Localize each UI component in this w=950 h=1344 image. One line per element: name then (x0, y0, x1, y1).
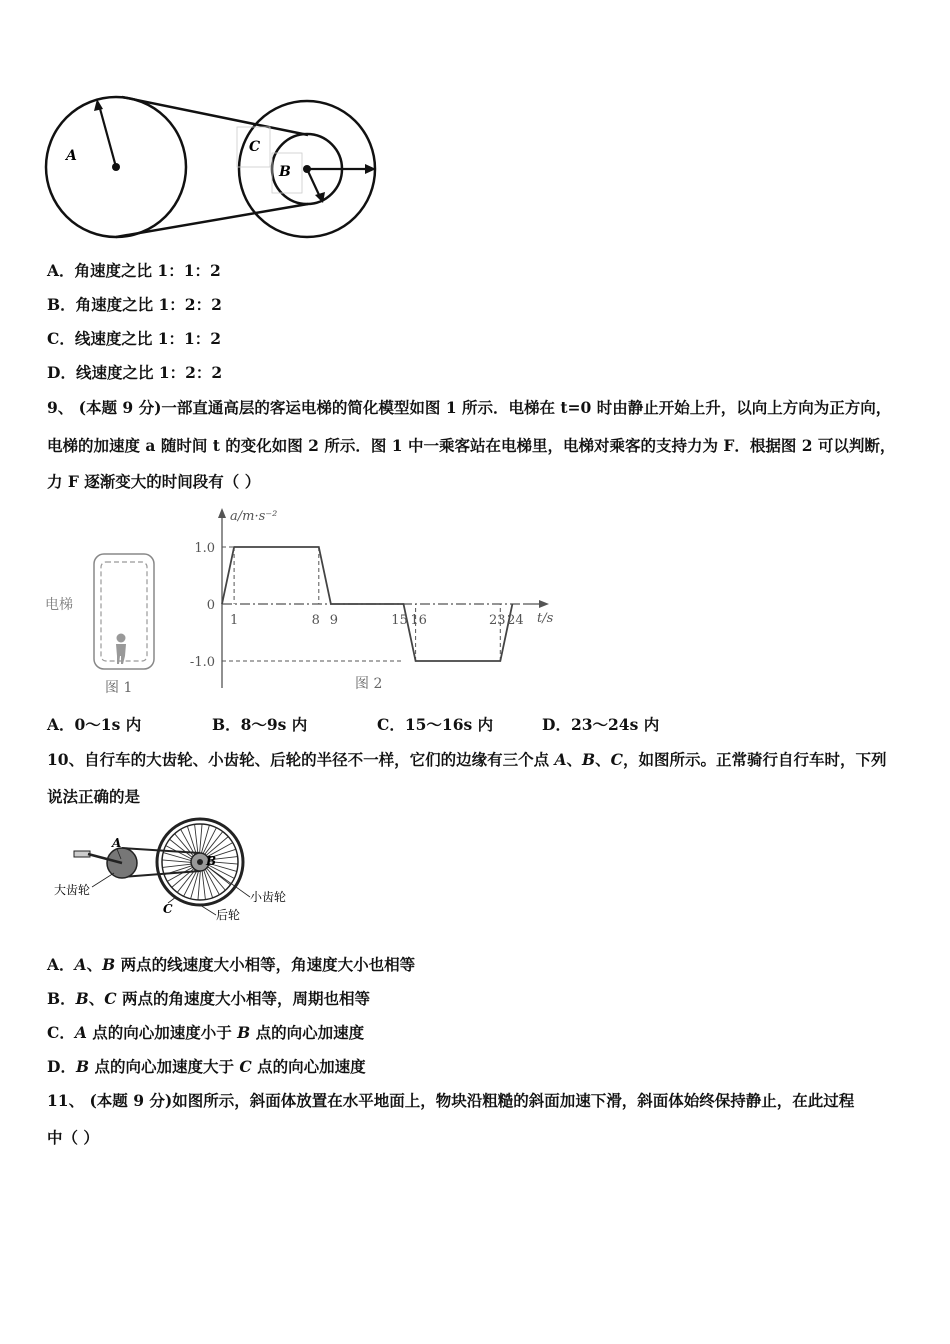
fig1-caption: 图 1 (105, 680, 133, 696)
q9-stem-line-1: 9、 (本题 9 分)一部直通高层的客运电梯的简化模型如图 1 所示．电梯在 t=0 时由静止开始上升，以向上方向为正方向， (47, 398, 892, 417)
x-tick-label: 24 (507, 613, 524, 628)
radius-arrow-B (307, 169, 320, 197)
x-tick-label: 9 (329, 613, 339, 628)
q8-option-d: D．线速度之比 1：2：2 (47, 363, 223, 382)
big-gear-label: 大齿轮 (54, 883, 91, 897)
passenger-head (117, 634, 126, 643)
x-tick-label: 16 (410, 613, 427, 628)
fig2-caption: 图 2 (355, 676, 383, 692)
q9-option-b: B．8～9s 内 (212, 715, 308, 734)
q9-option-d: D．23～24s 内 (542, 715, 660, 734)
q9-option-c: C．15～16s 内 (377, 715, 494, 734)
x-tick-label: 1 (229, 613, 239, 628)
y-axis-arrow (218, 508, 226, 518)
leader-rear-wheel (200, 905, 216, 915)
q9-option-a: A．0～1s 内 (47, 715, 142, 734)
bicycle-gear-figure (50, 815, 310, 930)
rear-wheel-label: 后轮 (216, 908, 241, 922)
y-tick-label: 0 (206, 598, 215, 613)
q9-stem-line-3: 力 F 逐渐变大的时间段有（ ） (47, 472, 261, 491)
radius-arrow-A (99, 105, 116, 167)
x-axis-arrow (539, 600, 549, 608)
q8-option-b: B．角速度之比 1：2：2 (47, 295, 222, 314)
label-B: B (279, 164, 291, 180)
q11-stem-line-1: 11、 (本题 9 分)如图所示，斜面体放置在水平地面上，物块沿粗糙的斜面加速下滑，斜面体始终保持静止，在此过程 (47, 1091, 855, 1110)
q8-option-a: A．角速度之比 1：1：2 (47, 261, 221, 280)
q10-stem-line-1: 10、自行车的大齿轮、小齿轮、后轮的半径不一样，它们的边缘有三个点 A、B、C，如图所示。正常骑行自行车时，下列 (47, 750, 887, 769)
q10-stem-line-2: 说法正确的是 (47, 787, 141, 806)
pedal (74, 851, 90, 857)
label-A: A (66, 148, 77, 164)
label-C: C (249, 139, 261, 155)
acceleration-time-chart (185, 505, 565, 700)
label-A-bike: A (112, 836, 122, 850)
elevator-figure (45, 550, 165, 700)
q10-option-a: A．A、B 两点的线速度大小相等，角速度大小也相等 (47, 955, 416, 974)
pulley-figure (40, 95, 385, 250)
passenger-body (116, 644, 126, 664)
y-tick-label: 1.0 (194, 541, 215, 556)
x-tick-label: 8 (311, 613, 320, 628)
elevator-label: 电梯 (45, 597, 73, 613)
y-tick-label: -1.0 (189, 655, 215, 670)
label-B-bike: B (206, 854, 217, 868)
belt-top (122, 97, 308, 135)
label-C-bike: C (163, 902, 173, 916)
q10-option-c: C．A 点的向心加速度小于 B 点的向心加速度 (47, 1023, 365, 1042)
q10-option-d: D．B 点的向心加速度大于 C 点的向心加速度 (47, 1057, 366, 1076)
q11-stem-line-2: 中（ ） (47, 1128, 99, 1147)
y-axis-label: a/m·s⁻² (230, 509, 278, 524)
x-tick-label: 15 (391, 613, 408, 628)
q8-option-c: C．线速度之比 1：1：2 (47, 329, 222, 348)
x-tick-label: 23 (489, 613, 506, 628)
small-gear-label: 小齿轮 (250, 890, 287, 904)
x-axis-label: t/s (537, 611, 554, 626)
small-gear-hub (197, 859, 203, 865)
q10-option-b: B．B、C 两点的角速度大小相等，周期也相等 (47, 989, 370, 1008)
q9-stem-line-2: 电梯的加速度 a 随时间 t 的变化如图 2 所示．图 1 中一乘客站在电梯里，电梯对乘客的支持力为 F．根据图 2 可以判断， (47, 436, 896, 455)
leader-big-gear (92, 873, 114, 887)
